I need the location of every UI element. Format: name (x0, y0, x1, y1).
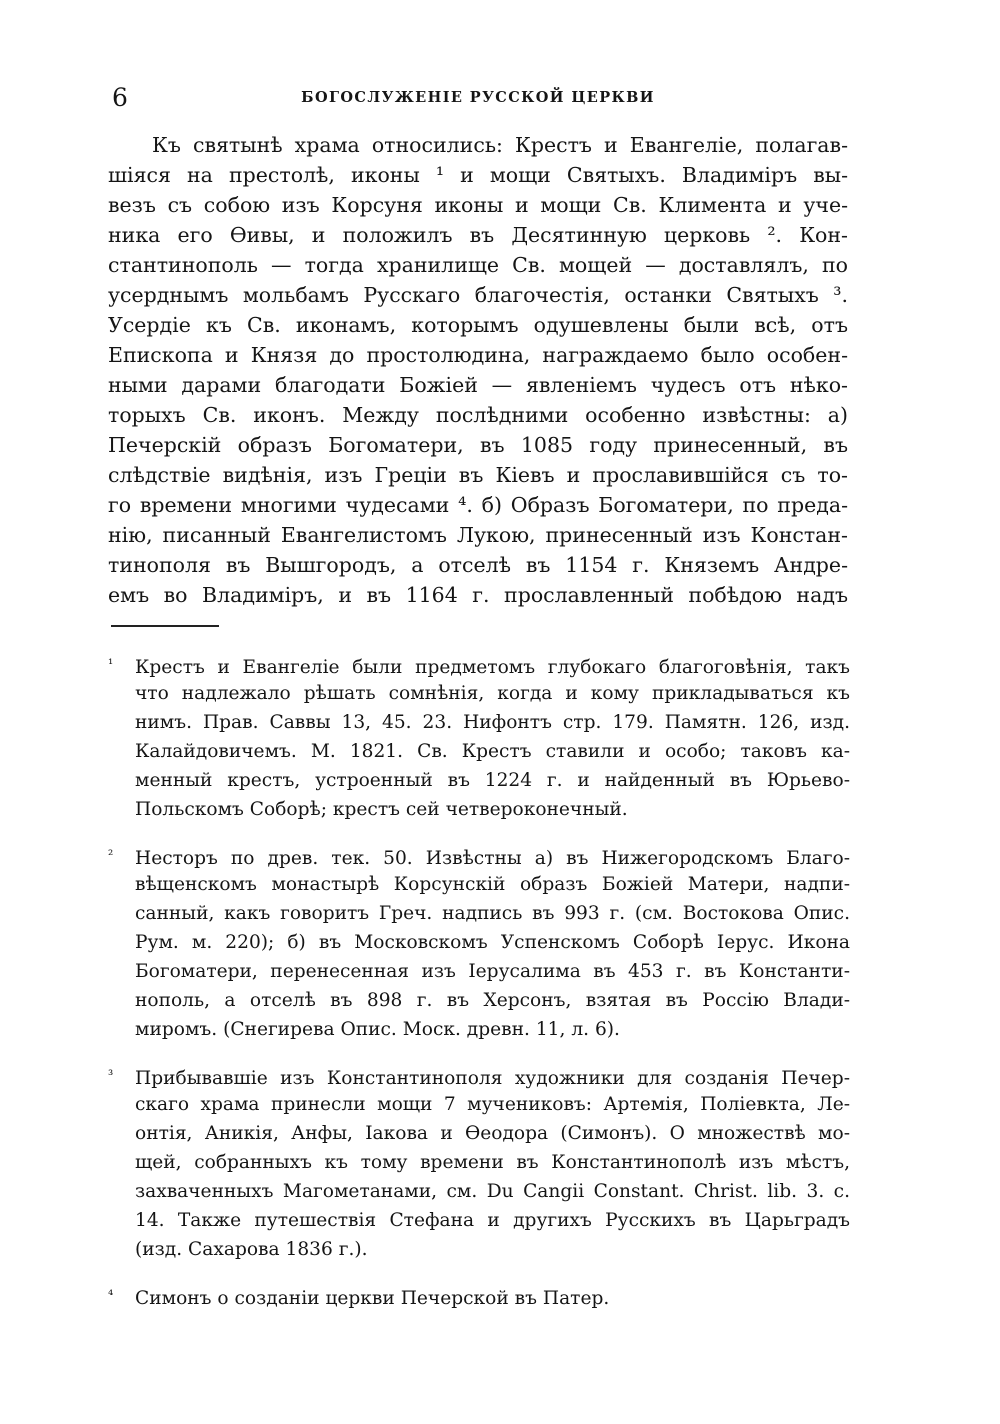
page-header (108, 84, 848, 116)
text-line: слѣдствіе видѣнія, изъ Греціи въ Кіевъ и прославившійся съ то- (108, 463, 848, 487)
footnote-mark: ³ (108, 1068, 114, 1083)
footnote-line: санный, какъ говоритъ Греч. надпись въ 993 г. (см. Востокова Опис. (135, 903, 850, 924)
footnote-mark: ⁴ (108, 1288, 114, 1303)
footnote-text: Прибывавшіе изъ Константинополя художники для созданія Печер- (135, 1068, 850, 1089)
footnote-line: нополь, а отселѣ въ 898 г. въ Херсонъ, взятая въ Россію Влади- (135, 990, 850, 1011)
footnote-line: 14. Также путешествія Стефана и другихъ Русскихъ въ Царьградъ (135, 1210, 850, 1231)
text-line: ника его Ѳивы, и положилъ въ Десятинную церковь ². Кон- (108, 223, 848, 247)
footnotes (108, 650, 850, 1327)
footnote-separator (111, 625, 219, 627)
text-line: торыхъ Св. иконъ. Между послѣдними особенно извѣстны: а) (108, 403, 848, 427)
footnote-line: онтія, Аникія, Анфы, Іакова и Ѳеодора (Симонъ). О множествѣ мо- (135, 1123, 850, 1144)
footnote-text: Крестъ и Евангеліе были предметомъ глубокаго благоговѣнія, такъ (135, 657, 850, 678)
footnote-line (108, 1061, 850, 1090)
text-line: нію, писанный Евангелистомъ Лукою, принесенный изъ Констан- (108, 523, 848, 547)
text-line: шіяся на престолѣ, иконы ¹ и мощи Святыхъ. Владиміръ вы- (108, 163, 848, 187)
footnote-mark: ¹ (108, 657, 114, 672)
footnote-line: Польскомъ Соборѣ; крестъ сей четвероконечный. (135, 799, 628, 820)
footnote-2 (108, 841, 850, 1044)
footnote-line (108, 841, 850, 870)
footnote-line (108, 650, 850, 679)
footnote-3 (108, 1061, 850, 1264)
footnote-4 (108, 1281, 850, 1310)
footnote-line: нимъ. Прав. Саввы 13, 45. 23. Нифонтъ стр. 179. Памятн. 126, изд. (135, 712, 850, 733)
main-text (108, 130, 848, 610)
footnote-line: менный крестъ, устроенный въ 1224 г. и найденный въ Юрьево- (135, 770, 850, 791)
footnote-line: (изд. Сахарова 1836 г.). (135, 1239, 368, 1260)
text-line: ными дарами благодати Божіей — явленіемъ чудесъ отъ нѣко- (108, 373, 848, 397)
footnote-line: Рум. м. 220); б) въ Московскомъ Успенскомъ Соборѣ Іерус. Икона (135, 932, 850, 953)
footnote-text: Симонъ о созданіи церкви Печерской въ Патер. (135, 1288, 610, 1309)
footnote-line: скаго храма принесли мощи 7 мучениковъ: Артемія, Поліевкта, Ле- (135, 1094, 850, 1115)
footnote-line: вѣщенскомъ монастырѣ Корсунскій образъ Божіей Матери, надпи- (135, 874, 850, 895)
footnote-line: Калайдовичемъ. М. 1821. Св. Крестъ ставили и особо; таковъ ка- (135, 741, 850, 762)
text-line: го времени многими чудесами ⁴. б) Образъ Богоматери, по преда- (108, 493, 848, 517)
footnote-line: что надлежало рѣшать сомнѣнія, когда и кому прикладываться къ (135, 683, 850, 704)
text-line: Усердіе къ Св. иконамъ, которымъ одушевлены были всѣ, отъ (108, 313, 848, 337)
footnote-mark: ² (108, 848, 114, 863)
text-line: Печерскій образъ Богоматери, въ 1085 году принесенный, въ (108, 433, 848, 457)
footnote-line: миромъ. (Снегирева Опис. Моск. древн. 11, л. 6). (135, 1019, 620, 1040)
footnote-line: щей, собранныхъ къ тому времени въ Константинополѣ изъ мѣстъ, (135, 1152, 850, 1173)
footnote-line: Богоматери, перенесенная изъ Іерусалима въ 453 г. въ Константи- (135, 961, 850, 982)
text-line: емъ во Владиміръ, и въ 1164 г. прославленный побѣдою надъ (108, 583, 848, 607)
text-line: тинополя въ Вышгородъ, а отселѣ въ 1154 г. Княземъ Андре- (108, 553, 848, 577)
text-line: усерднымъ мольбамъ Русскаго благочестія, останки Святыхъ ³. (108, 283, 848, 307)
text-line: стантинополь — тогда хранилище Св. мощей — доставлялъ, по (108, 253, 848, 277)
footnote-line: захваченныхъ Магометанами, см. Du Cangii Constant. Christ. lib. 3. c. (135, 1181, 850, 1202)
page-number: 6 (112, 83, 128, 112)
running-title: БОГОСЛУЖЕНІЕ РУССКОЙ ЦЕРКВИ (301, 89, 655, 106)
text-line: Къ святынѣ храма относились: Крестъ и Евангеліе, полагав- (152, 133, 848, 157)
footnote-text: Несторъ по древ. тек. 50. Извѣстны а) въ Нижегородскомъ Благо- (135, 848, 850, 869)
text-line: везъ съ собою изъ Корсуня иконы и мощи Св. Климента и уче- (108, 193, 848, 217)
text-line: Епископа и Князя до простолюдина, награждаемо было особен- (108, 343, 848, 367)
footnote-1 (108, 650, 850, 824)
footnote-line (108, 1281, 850, 1310)
